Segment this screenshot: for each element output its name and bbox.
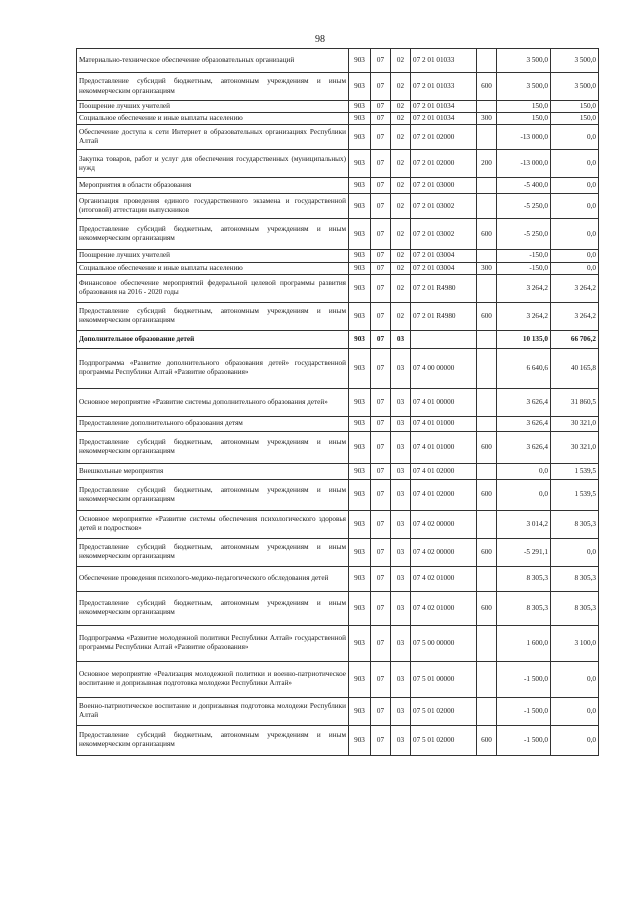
section-code-cell: 07 xyxy=(371,302,391,330)
amount-change-cell: 3 626,4 xyxy=(497,416,551,431)
ministry-code-cell: 903 xyxy=(349,431,371,463)
expense-type-cell xyxy=(477,463,497,479)
expense-type-cell xyxy=(477,388,497,416)
ministry-code-cell: 903 xyxy=(349,125,371,150)
row-name-cell: Предоставление субсидий бюджетным, автономным учреждениям и иным некоммерческим организациям xyxy=(77,219,349,250)
amount-change-cell: 8 305,3 xyxy=(497,566,551,591)
table-row xyxy=(77,49,599,73)
row-name-cell: Предоставление дополнительного образования детям xyxy=(77,416,349,431)
amount-change-cell: -5 250,0 xyxy=(497,219,551,250)
amount-change-cell: -150,0 xyxy=(497,250,551,262)
amount-total-cell: 40 165,8 xyxy=(551,348,599,388)
amount-total-cell: 30 321,0 xyxy=(551,431,599,463)
ministry-code-cell: 903 xyxy=(349,661,371,697)
table-row xyxy=(77,101,599,113)
expense-type-cell xyxy=(477,348,497,388)
section-code-cell: 07 xyxy=(371,566,391,591)
subsection-code-cell: 02 xyxy=(391,194,411,219)
row-name-cell: Предоставление субсидий бюджетным, автономным учреждениям и иным некоммерческим организациям xyxy=(77,73,349,101)
amount-total-cell: 0,0 xyxy=(551,661,599,697)
amount-change-cell: -13 000,0 xyxy=(497,150,551,178)
expense-type-cell xyxy=(477,101,497,113)
subsection-code-cell: 03 xyxy=(391,591,411,625)
expense-type-cell xyxy=(477,566,497,591)
amount-total-cell: 1 539,5 xyxy=(551,463,599,479)
amount-change-cell: 3 264,2 xyxy=(497,274,551,302)
target-article-cell: 07 4 01 02000 xyxy=(411,463,477,479)
amount-total-cell: 0,0 xyxy=(551,219,599,250)
row-name-cell: Обеспечение проведения психолого-медико-педагогического обследования детей xyxy=(77,566,349,591)
row-name-cell: Предоставление субсидий бюджетным, автономным учреждениям и иным некоммерческим организациям xyxy=(77,591,349,625)
section-code-cell: 07 xyxy=(371,219,391,250)
row-name-cell: Социальное обеспечение и иные выплаты населению xyxy=(77,113,349,125)
target-article-cell: 07 4 02 00000 xyxy=(411,510,477,538)
expense-type-cell xyxy=(477,274,497,302)
table-row xyxy=(77,125,599,150)
row-name-cell: Предоставление субсидий бюджетным, автономным учреждениям и иным некоммерческим организациям xyxy=(77,538,349,566)
ministry-code-cell: 903 xyxy=(349,101,371,113)
section-code-cell: 07 xyxy=(371,725,391,755)
ministry-code-cell: 903 xyxy=(349,274,371,302)
amount-change-cell: -1 500,0 xyxy=(497,725,551,755)
section-code-cell: 07 xyxy=(371,348,391,388)
section-code-cell: 07 xyxy=(371,330,391,348)
target-article-cell: 07 2 01 01033 xyxy=(411,73,477,101)
target-article-cell: 07 2 01 01034 xyxy=(411,113,477,125)
section-code-cell: 07 xyxy=(371,262,391,274)
table-row xyxy=(77,463,599,479)
row-name-cell: Подпрограмма «Развитие дополнительного образования детей» государственной программы Республики Алтай «Развитие образования» xyxy=(77,348,349,388)
table-row xyxy=(77,538,599,566)
target-article-cell: 07 2 01 02000 xyxy=(411,125,477,150)
table-row xyxy=(77,262,599,274)
ministry-code-cell: 903 xyxy=(349,49,371,73)
expense-type-cell: 600 xyxy=(477,431,497,463)
amount-change-cell: 3 626,4 xyxy=(497,388,551,416)
amount-change-cell: 3 500,0 xyxy=(497,73,551,101)
amount-change-cell: 150,0 xyxy=(497,101,551,113)
section-code-cell: 07 xyxy=(371,538,391,566)
amount-total-cell: 66 706,2 xyxy=(551,330,599,348)
amount-total-cell: 3 100,0 xyxy=(551,625,599,661)
table-row xyxy=(77,250,599,262)
section-code-cell: 07 xyxy=(371,661,391,697)
row-name-cell: Основное мероприятие «Развитие системы обеспечения психологического здоровья детей и подростков» xyxy=(77,510,349,538)
target-article-cell: 07 2 01 02000 xyxy=(411,150,477,178)
row-name-cell: Подпрограмма «Развитие молодежной политики Республики Алтай» государственной программы Республики Алтай «Развитие образования» xyxy=(77,625,349,661)
ministry-code-cell: 903 xyxy=(349,416,371,431)
ministry-code-cell: 903 xyxy=(349,725,371,755)
amount-total-cell: 0,0 xyxy=(551,125,599,150)
expense-type-cell xyxy=(477,510,497,538)
subsection-code-cell: 03 xyxy=(391,348,411,388)
amount-change-cell: -5 250,0 xyxy=(497,194,551,219)
target-article-cell: 07 4 02 01000 xyxy=(411,566,477,591)
subsection-code-cell: 03 xyxy=(391,566,411,591)
subsection-code-cell: 02 xyxy=(391,302,411,330)
ministry-code-cell: 903 xyxy=(349,566,371,591)
amount-total-cell: 150,0 xyxy=(551,113,599,125)
expense-type-cell xyxy=(477,194,497,219)
ministry-code-cell: 903 xyxy=(349,250,371,262)
table-row xyxy=(77,330,599,348)
table-row xyxy=(77,113,599,125)
amount-total-cell: 8 305,3 xyxy=(551,566,599,591)
amount-change-cell: 0,0 xyxy=(497,479,551,510)
row-name-cell: Основное мероприятие «Развитие системы дополнительного образования детей» xyxy=(77,388,349,416)
row-name-cell: Предоставление субсидий бюджетным, автономным учреждениям и иным некоммерческим организациям xyxy=(77,479,349,510)
target-article-cell: 07 2 01 03002 xyxy=(411,194,477,219)
expense-type-cell: 600 xyxy=(477,479,497,510)
target-article-cell: 07 2 01 03004 xyxy=(411,262,477,274)
table-row xyxy=(77,625,599,661)
expense-type-cell xyxy=(477,49,497,73)
amount-change-cell: -13 000,0 xyxy=(497,125,551,150)
expense-type-cell xyxy=(477,661,497,697)
target-article-cell: 07 2 01 03004 xyxy=(411,250,477,262)
target-article-cell: 07 2 01 R4980 xyxy=(411,274,477,302)
row-name-cell: Финансовое обеспечение мероприятий федеральной целевой программы развития образования на 2016 - 2020 годы xyxy=(77,274,349,302)
target-article-cell: 07 2 01 01033 xyxy=(411,49,477,73)
target-article-cell: 07 2 01 03000 xyxy=(411,178,477,194)
amount-change-cell: -150,0 xyxy=(497,262,551,274)
target-article-cell: 07 4 02 01000 xyxy=(411,591,477,625)
amount-total-cell: 0,0 xyxy=(551,250,599,262)
amount-change-cell: 3 500,0 xyxy=(497,49,551,73)
ministry-code-cell: 903 xyxy=(349,330,371,348)
target-article-cell: 07 2 01 R4980 xyxy=(411,302,477,330)
section-code-cell: 07 xyxy=(371,463,391,479)
section-code-cell: 07 xyxy=(371,625,391,661)
row-name-cell: Поощрение лучших учителей xyxy=(77,101,349,113)
amount-total-cell: 0,0 xyxy=(551,178,599,194)
subsection-code-cell: 03 xyxy=(391,625,411,661)
amount-change-cell: -1 500,0 xyxy=(497,661,551,697)
budget-table xyxy=(76,48,599,756)
subsection-code-cell: 03 xyxy=(391,510,411,538)
amount-total-cell: 3 500,0 xyxy=(551,73,599,101)
table-row xyxy=(77,510,599,538)
target-article-cell: 07 4 02 00000 xyxy=(411,538,477,566)
target-article-cell xyxy=(411,330,477,348)
amount-change-cell: 3 014,2 xyxy=(497,510,551,538)
ministry-code-cell: 903 xyxy=(349,388,371,416)
expense-type-cell xyxy=(477,416,497,431)
amount-change-cell: -5 291,1 xyxy=(497,538,551,566)
target-article-cell: 07 5 00 00000 xyxy=(411,625,477,661)
expense-type-cell: 600 xyxy=(477,591,497,625)
expense-type-cell: 200 xyxy=(477,150,497,178)
row-name-cell: Обеспечение доступа к сети Интернет в образовательных организациях Республики Алтай xyxy=(77,125,349,150)
section-code-cell: 07 xyxy=(371,274,391,302)
subsection-code-cell: 02 xyxy=(391,178,411,194)
row-name-cell: Поощрение лучших учителей xyxy=(77,250,349,262)
row-name-cell: Предоставление субсидий бюджетным, автономным учреждениям и иным некоммерческим организациям xyxy=(77,302,349,330)
row-name-cell: Закупка товаров, работ и услуг для обеспечения государственных (муниципальных) нужд xyxy=(77,150,349,178)
subsection-code-cell: 03 xyxy=(391,538,411,566)
amount-total-cell: 0,0 xyxy=(551,538,599,566)
ministry-code-cell: 903 xyxy=(349,510,371,538)
ministry-code-cell: 903 xyxy=(349,538,371,566)
table-row xyxy=(77,725,599,755)
ministry-code-cell: 903 xyxy=(349,73,371,101)
section-code-cell: 07 xyxy=(371,697,391,725)
target-article-cell: 07 2 01 03002 xyxy=(411,219,477,250)
row-name-cell: Предоставление субсидий бюджетным, автономным учреждениям и иным некоммерческим организациям xyxy=(77,725,349,755)
subsection-code-cell: 02 xyxy=(391,101,411,113)
expense-type-cell: 300 xyxy=(477,113,497,125)
ministry-code-cell: 903 xyxy=(349,194,371,219)
table-row xyxy=(77,274,599,302)
target-article-cell: 07 4 01 02000 xyxy=(411,479,477,510)
subsection-code-cell: 03 xyxy=(391,725,411,755)
section-code-cell: 07 xyxy=(371,101,391,113)
amount-total-cell: 3 500,0 xyxy=(551,49,599,73)
amount-total-cell: 8 305,3 xyxy=(551,510,599,538)
table-row xyxy=(77,591,599,625)
subsection-code-cell: 03 xyxy=(391,431,411,463)
table-row xyxy=(77,697,599,725)
row-name-cell: Организация проведения единого государственного экзамена и государственной (итоговой) аттестации выпускников xyxy=(77,194,349,219)
target-article-cell: 07 4 01 00000 xyxy=(411,388,477,416)
expense-type-cell: 600 xyxy=(477,725,497,755)
ministry-code-cell: 903 xyxy=(349,348,371,388)
expense-type-cell: 600 xyxy=(477,538,497,566)
target-article-cell: 07 5 01 02000 xyxy=(411,697,477,725)
target-article-cell: 07 4 01 01000 xyxy=(411,431,477,463)
section-code-cell: 07 xyxy=(371,125,391,150)
section-code-cell: 07 xyxy=(371,194,391,219)
amount-total-cell: 8 305,3 xyxy=(551,591,599,625)
section-code-cell: 07 xyxy=(371,431,391,463)
subsection-code-cell: 02 xyxy=(391,49,411,73)
ministry-code-cell: 903 xyxy=(349,219,371,250)
subsection-code-cell: 02 xyxy=(391,274,411,302)
expense-type-cell xyxy=(477,250,497,262)
amount-change-cell: 3 264,2 xyxy=(497,302,551,330)
amount-total-cell: 0,0 xyxy=(551,697,599,725)
table-row xyxy=(77,566,599,591)
amount-total-cell: 0,0 xyxy=(551,150,599,178)
subsection-code-cell: 03 xyxy=(391,463,411,479)
expense-type-cell xyxy=(477,330,497,348)
row-name-cell: Материально-техническое обеспечение образовательных организаций xyxy=(77,49,349,73)
ministry-code-cell: 903 xyxy=(349,178,371,194)
amount-change-cell: 150,0 xyxy=(497,113,551,125)
table-row xyxy=(77,178,599,194)
amount-total-cell: 3 264,2 xyxy=(551,274,599,302)
amount-change-cell: 0,0 xyxy=(497,463,551,479)
subsection-code-cell: 02 xyxy=(391,262,411,274)
section-code-cell: 07 xyxy=(371,416,391,431)
table-row xyxy=(77,479,599,510)
subsection-code-cell: 02 xyxy=(391,125,411,150)
target-article-cell: 07 5 01 02000 xyxy=(411,725,477,755)
expense-type-cell: 600 xyxy=(477,302,497,330)
row-name-cell: Дополнительное образование детей xyxy=(77,330,349,348)
row-name-cell: Военно-патриотическое воспитание и допризывная подготовка молодежи Республики Алтай xyxy=(77,697,349,725)
row-name-cell: Основное мероприятие «Реализация молодежной политики и военно-патриотическое воспитание и допризывная подготовка молодежи Республики Алтай» xyxy=(77,661,349,697)
row-name-cell: Внешкольные мероприятия xyxy=(77,463,349,479)
table-row xyxy=(77,194,599,219)
amount-total-cell: 0,0 xyxy=(551,262,599,274)
section-code-cell: 07 xyxy=(371,591,391,625)
table-row xyxy=(77,150,599,178)
amount-total-cell: 1 539,5 xyxy=(551,479,599,510)
target-article-cell: 07 5 01 00000 xyxy=(411,661,477,697)
ministry-code-cell: 903 xyxy=(349,697,371,725)
subsection-code-cell: 02 xyxy=(391,150,411,178)
expense-type-cell: 600 xyxy=(477,219,497,250)
table-row xyxy=(77,416,599,431)
amount-total-cell: 3 264,2 xyxy=(551,302,599,330)
table-row xyxy=(77,388,599,416)
ministry-code-cell: 903 xyxy=(349,302,371,330)
row-name-cell: Предоставление субсидий бюджетным, автономным учреждениям и иным некоммерческим организациям xyxy=(77,431,349,463)
amount-total-cell: 0,0 xyxy=(551,194,599,219)
amount-change-cell: 1 600,0 xyxy=(497,625,551,661)
amount-change-cell: 3 626,4 xyxy=(497,431,551,463)
subsection-code-cell: 03 xyxy=(391,416,411,431)
ministry-code-cell: 903 xyxy=(349,113,371,125)
expense-type-cell xyxy=(477,178,497,194)
ministry-code-cell: 903 xyxy=(349,150,371,178)
expense-type-cell xyxy=(477,625,497,661)
ministry-code-cell: 903 xyxy=(349,262,371,274)
expense-type-cell: 600 xyxy=(477,73,497,101)
amount-change-cell: 8 305,3 xyxy=(497,591,551,625)
amount-change-cell: 6 640,6 xyxy=(497,348,551,388)
amount-total-cell: 0,0 xyxy=(551,725,599,755)
row-name-cell: Мероприятия в области образования xyxy=(77,178,349,194)
section-code-cell: 07 xyxy=(371,49,391,73)
page-number: 98 xyxy=(315,34,325,45)
amount-change-cell: 10 135,0 xyxy=(497,330,551,348)
section-code-cell: 07 xyxy=(371,479,391,510)
section-code-cell: 07 xyxy=(371,178,391,194)
section-code-cell: 07 xyxy=(371,250,391,262)
expense-type-cell: 300 xyxy=(477,262,497,274)
amount-change-cell: -1 500,0 xyxy=(497,697,551,725)
subsection-code-cell: 03 xyxy=(391,479,411,510)
table-row xyxy=(77,431,599,463)
subsection-code-cell: 03 xyxy=(391,330,411,348)
section-code-cell: 07 xyxy=(371,388,391,416)
ministry-code-cell: 903 xyxy=(349,625,371,661)
ministry-code-cell: 903 xyxy=(349,591,371,625)
target-article-cell: 07 2 01 01034 xyxy=(411,101,477,113)
section-code-cell: 07 xyxy=(371,73,391,101)
ministry-code-cell: 903 xyxy=(349,479,371,510)
amount-total-cell: 30 321,0 xyxy=(551,416,599,431)
section-code-cell: 07 xyxy=(371,510,391,538)
subsection-code-cell: 02 xyxy=(391,73,411,101)
expense-type-cell xyxy=(477,697,497,725)
target-article-cell: 07 4 00 00000 xyxy=(411,348,477,388)
section-code-cell: 07 xyxy=(371,150,391,178)
subsection-code-cell: 02 xyxy=(391,113,411,125)
table-row xyxy=(77,348,599,388)
ministry-code-cell: 903 xyxy=(349,463,371,479)
amount-total-cell: 31 860,5 xyxy=(551,388,599,416)
row-name-cell: Социальное обеспечение и иные выплаты населению xyxy=(77,262,349,274)
amount-change-cell: -5 400,0 xyxy=(497,178,551,194)
section-code-cell: 07 xyxy=(371,113,391,125)
table-row xyxy=(77,661,599,697)
amount-total-cell: 150,0 xyxy=(551,101,599,113)
subsection-code-cell: 02 xyxy=(391,250,411,262)
table-row xyxy=(77,73,599,101)
expense-type-cell xyxy=(477,125,497,150)
subsection-code-cell: 03 xyxy=(391,661,411,697)
table-row xyxy=(77,302,599,330)
target-article-cell: 07 4 01 01000 xyxy=(411,416,477,431)
subsection-code-cell: 03 xyxy=(391,388,411,416)
subsection-code-cell: 02 xyxy=(391,219,411,250)
table-row xyxy=(77,219,599,250)
subsection-code-cell: 03 xyxy=(391,697,411,725)
